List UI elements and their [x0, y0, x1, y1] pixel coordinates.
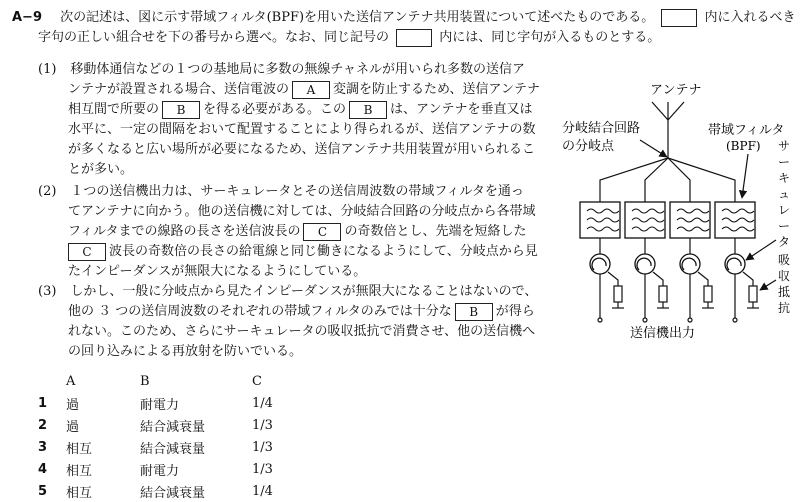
branch-label-1: 分岐結合回路 [562, 121, 641, 136]
absorb-label [778, 253, 790, 315]
p1-line: 変調を防止するため、送信アンテナ [333, 82, 540, 97]
blank-box [396, 29, 432, 47]
blank-box [661, 9, 697, 27]
p1-line: は、アンテナを垂直又は [390, 102, 533, 117]
p3-line: しかし、一般に分岐点から見たインピーダンスが無限大になることはないので、 [70, 284, 538, 299]
choice-number: 4 [38, 461, 48, 477]
choice-row[interactable] [38, 414, 312, 436]
circulator-label [778, 139, 790, 249]
absorbing-resistors [608, 272, 759, 308]
choice-number: 3 [38, 439, 48, 455]
p2-line: 波長の奇数倍の長さの給電線と同じ働きになるようにして、分岐点から見 [109, 244, 538, 259]
p3-line: 他の ３ つの送信周波数のそれぞれの帯域フィルタのみでは十分な [68, 304, 452, 319]
tx-output-label: 送信機出力 [630, 326, 696, 340]
p1-line: 移動体通信などの１つの基地局に多数の無線チャネルが用いられ多数の送信ア [70, 62, 526, 77]
choice-b: 耐電力 [140, 397, 180, 413]
p3-number: (3) [38, 284, 57, 299]
choice-a: 相互 [66, 463, 93, 479]
svg-text:ュ: ュ [778, 187, 791, 201]
choice-number: 1 [38, 395, 48, 411]
header-a: A [66, 373, 76, 389]
svg-text:キ: キ [778, 171, 791, 185]
p2-line: たインピーダンスが無限大になるようにしている。 [68, 264, 367, 279]
choice-a: 過 [66, 419, 80, 435]
choice-a: 相互 [66, 485, 93, 501]
question-intro-1: 次の記述は、図に示す帯域フィルタ(BPF)を用いた送信アンテナ共用装置について述べたものである。 [60, 10, 655, 25]
question-number: A−9 [12, 10, 42, 25]
choice-b: 結合減衰量 [140, 419, 206, 435]
header-b: B [140, 373, 150, 389]
question-intro-2: 内に入れるべき [704, 10, 796, 25]
choice-number: 2 [38, 417, 48, 433]
question-intro-3: 字句の正しい組合せを下の番号から選べ。なお、同じ記号の [38, 30, 390, 45]
branch-arrow [640, 140, 667, 157]
choice-c: 1/4 [252, 395, 273, 411]
blank-c: C [303, 223, 341, 241]
svg-text:ー: ー [778, 155, 791, 169]
p2-line: の奇数倍とし、先端を短絡した [344, 224, 527, 239]
header-c: C [252, 373, 262, 389]
choice-c: 1/3 [252, 417, 273, 433]
branch-label-2: の分岐点 [562, 139, 615, 154]
choice-b: 結合減衰量 [140, 485, 206, 501]
choice-row[interactable] [38, 436, 312, 458]
p1-line: とが多い。 [68, 162, 134, 177]
bpf-label-2: (BPF) [726, 139, 761, 153]
choice-number: 5 [38, 483, 48, 499]
p3-line: れない。このため、さらにサーキュレータの吸収抵抗で消費させ、他の送信機へ [68, 324, 536, 339]
branch-lines [600, 158, 735, 202]
p3-line: の回り込みによる再放射を防いでいる。 [68, 344, 303, 359]
choices-table [38, 370, 312, 502]
p3-line: が得ら [495, 304, 535, 319]
p2-line: てアンテナに向かう。他の送信機に対しては、分岐結合回路の分岐点から各帯域 [68, 204, 536, 219]
antenna-symbol [652, 102, 684, 158]
question-intro-4: 内には、同じ字句が入るものとする。 [439, 30, 661, 45]
circulators [590, 254, 745, 274]
p1-line: が多くなると広い場所が必要になるため、送信アンテナ共用装置が用いられるこ [68, 142, 535, 157]
bpf-label-1: 帯域フィルタ [708, 123, 785, 138]
absorb-arrow [760, 280, 776, 290]
svg-text:抵: 抵 [778, 285, 791, 299]
p2-line: １つの送信機出力は、サーキュレータとその送信周波数の帯域フィルタを通っ [70, 184, 524, 199]
bandpass-filter-bank [580, 202, 755, 238]
choice-c: 1/3 [252, 439, 273, 455]
p1-line: 水平に、一定の間隔をおいて配置することにより得られるが、送信アンテナの数 [68, 122, 536, 137]
blank-b: B [349, 101, 387, 119]
choice-row[interactable] [38, 480, 312, 502]
blank-b: B [455, 303, 493, 321]
choice-b: 耐電力 [140, 463, 180, 479]
circulator-arrow [746, 240, 776, 260]
svg-text:ー: ー [778, 219, 791, 233]
p2-number: (2) [38, 184, 57, 199]
choice-c: 1/4 [252, 483, 273, 499]
choice-a: 過 [66, 397, 80, 413]
antenna-sharing-diagram [540, 80, 800, 340]
choice-row[interactable] [38, 458, 312, 480]
p1-line: を得る必要がある。この [203, 102, 347, 117]
svg-text:レ: レ [778, 203, 791, 217]
question-header-line2 [38, 26, 660, 47]
antenna-label: アンテナ [650, 83, 702, 98]
svg-text:サ: サ [778, 139, 791, 153]
choices-header-row [38, 370, 312, 392]
p1-line: 相互間で所要の [68, 102, 160, 117]
choice-a: 相互 [66, 441, 93, 457]
svg-text:タ: タ [778, 235, 791, 249]
p1-line: ンテナが設置される場合、送信電波の [68, 82, 290, 97]
svg-text:収: 収 [778, 269, 791, 283]
filter-circulator-lines [600, 238, 735, 254]
question-header [12, 6, 796, 27]
bpf-arrow [742, 154, 748, 198]
choice-c: 1/3 [252, 461, 273, 477]
p2-line: フィルタまでの線路の長さを送信波長の [68, 224, 301, 239]
blank-b: B [162, 101, 200, 119]
svg-text:吸: 吸 [778, 253, 791, 267]
choice-row[interactable] [38, 392, 312, 414]
blank-c: C [68, 243, 106, 261]
svg-text:抗: 抗 [778, 301, 791, 315]
choice-b: 結合減衰量 [140, 441, 206, 457]
blank-a: A [292, 81, 330, 99]
p1-number: (1) [38, 62, 57, 77]
